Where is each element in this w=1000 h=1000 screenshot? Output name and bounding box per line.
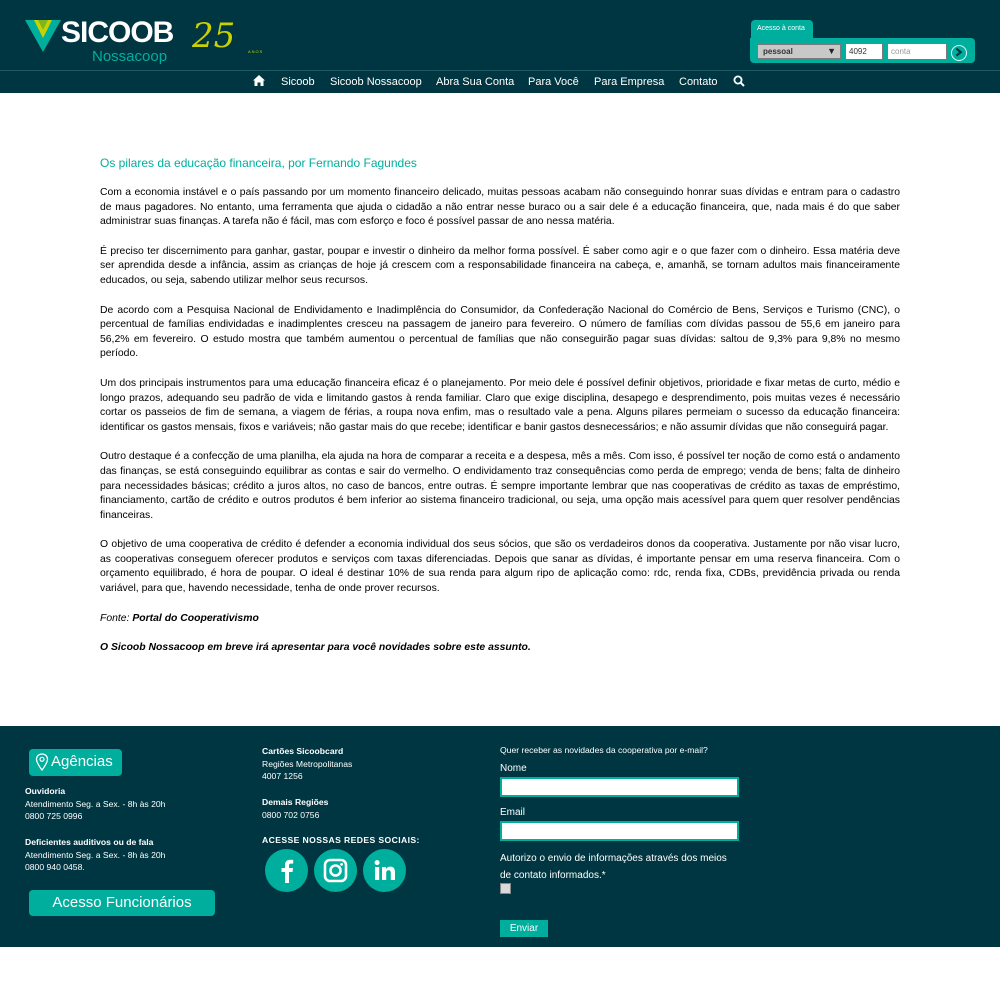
chevron-right-icon [952, 46, 966, 60]
newsletter-email-input[interactable] [500, 821, 739, 841]
site-footer [0, 726, 1000, 947]
demais-regioes-info [262, 796, 328, 821]
cartoes-info [262, 745, 352, 783]
deficientes-heading: Deficientes auditivos ou de fala [25, 837, 154, 847]
newsletter-email-label: Email [500, 807, 526, 818]
newsletter-name-label: Nome [500, 763, 527, 774]
article-note: O Sicoob Nossacoop em breve irá apresentar para você novidades sobre este assunto. [100, 642, 531, 654]
access-submit-button[interactable] [951, 45, 967, 61]
ouvidoria-phone: 0800 725 0996 [25, 811, 83, 822]
newsletter-submit-button[interactable]: Enviar [500, 920, 548, 937]
deficientes-info [25, 836, 165, 874]
anniversary-word: ANOS [248, 49, 264, 54]
newsletter-consent-text: Autorizo o envio de informações através dos meios de contato informados.* [500, 853, 727, 881]
article-paragraph: O objetivo de uma cooperativa de crédito é defender a economia individual dos seus sócios, que são os verdadeiros donos da cooperativa. Justamente por não visar lucro, as cooperativas conseguem oferecer produtos e serviços com taxas diferenciadas. Depois que sanar as dívidas, é importante pensar em uma reserva financeira. Com o orçamento equilibrado, é hora de poupar. O ideal é destinar 10% de sua renda para algum ripo de aplicação como: rdc, renda fixa, CDBs, previdência privada ou renda variável, para que, havendo necessidade, tenha de onde prover recursos. [100, 539, 900, 595]
newsletter-question: Quer receber as novidades da cooperativa por e-mail? [500, 745, 708, 755]
demais-phone: 0800 702 0756 [262, 809, 320, 820]
agency-input[interactable]: 4092 [845, 43, 883, 60]
cartoes-heading: Cartões Sicoobcard [262, 746, 344, 756]
dropdown-arrow-icon: ▼ [827, 46, 836, 56]
linkedin-link[interactable] [363, 849, 406, 892]
nav-para-empresa[interactable]: Para Empresa [594, 76, 665, 88]
facebook-link[interactable] [265, 849, 308, 892]
cartoes-region: Regiões Metropolitanas [262, 758, 353, 769]
anniversary-number: 25 [192, 16, 236, 56]
site-header [0, 0, 1000, 93]
logo-name: SICOOB [61, 16, 174, 49]
acesso-funcionarios-button[interactable]: Acesso Funcionários [29, 890, 215, 916]
article-paragraph: De acordo com a Pesquisa Nacional de Endividamento e Inadimplência do Consumidor, da Confederação Nacional do Comércio de Bens, Serviços e Turismo (CNC), o percentual de famílias endividadas e inadimplentes cresceu na passagem de janeiro para fevereiro. O número de famílias com dívidas passou de 55,6 em janeiro para 56,2% em fevereiro. O estudo mostra que também aumentou o percentual de famílias que não conseguirão pagar suas dívidas: saltou de 9,3% para 9,8% no mesmo período. [100, 304, 900, 360]
instagram-link[interactable] [314, 849, 357, 892]
instagram-icon [314, 849, 357, 892]
linkedin-icon [363, 849, 406, 892]
article-paragraph: Outro destaque é a confecção de uma planilha, ela ajuda na hora de comparar a receita e a despesa, mês a mês. Com isso, é possível ter noção de como está o andamento das finanças, se está conseguindo equilibrar as contas e sair do vermelho. O endividamento traz consequências como perda de emprego; venda de bens; falta de dinheiro para necessidades básicas; crédito a juros altos, no caso de bancos, entre outras. É sempre importante lembrar que nas cooperativas de crédito as taxas de empréstimo, financiamento, cartão de crédito e outros produtos é bem inferior ao sistema financeiro tradicional, ou seja, uma opção mais acessível para quem quer resolver pendências financeiras. [100, 451, 900, 521]
newsletter-consent-checkbox[interactable] [500, 883, 511, 894]
account-access-tab: Acesso à conta [751, 20, 813, 39]
article-paragraph: É preciso ter discernimento para ganhar, gastar, poupar e investir o dinheiro da melhor forma possível. É saber como agir e o que fazer com o dinheiro. Essa matéria deve ser aprendida desde a infância, assim as crianças de hoje já crescem com a responsabilidade financeira na cabeça, e, amanhã, se tornam adultos mais financeiramente educados, ou seja, sabendo utilizar melhor seus recursos. [100, 245, 900, 286]
article-paragraph: Com a economia instável e o país passando por um momento financeiro delicado, muitas pessoas acabam não conseguindo honrar suas dívidas e entram para o cadastro de maus pagadores. No entanto, uma ferramenta que ajuda o cidadão a não entrar nesse buraco ou a sair dele é a educação financeira, que, nada mais é do que saber administrar suas finanças. A tarefa não é fácil, mas com esforço e foco é possível passar de ano nessa matéria. [100, 187, 900, 228]
logo-subtitle: Nossacoop [92, 48, 168, 65]
nav-sicoob[interactable]: Sicoob [281, 76, 315, 88]
nav-abra-sua-conta[interactable]: Abra Sua Conta [436, 76, 515, 88]
source-prefix: Fonte: [100, 612, 133, 624]
article [100, 156, 900, 656]
deficientes-phone: 0800 940 0458. [25, 862, 85, 873]
ouvidoria-info [25, 785, 165, 823]
agencias-label: Agências [51, 753, 113, 770]
sicoob-logo[interactable] [25, 18, 175, 68]
main-nav [0, 71, 1000, 93]
nav-contato[interactable]: Contato [679, 76, 718, 88]
anniversary-badge [190, 18, 270, 58]
home-icon[interactable] [253, 75, 265, 86]
sicoob-logo-icon [25, 20, 61, 52]
search-icon[interactable] [733, 75, 745, 87]
source-name: Portal do Cooperativismo [132, 612, 259, 624]
account-type-select[interactable] [757, 44, 841, 59]
ouvidoria-hours: Atendimento Seg. a Sex. - 8h às 20h [25, 798, 166, 809]
nav-para-voce[interactable]: Para Você [528, 76, 579, 88]
ouvidoria-heading: Ouvidoria [25, 786, 66, 796]
cartoes-phone: 4007 1256 [262, 771, 303, 782]
map-pin-icon [35, 753, 49, 772]
social-title: ACESSE NOSSAS REDES SOCIAIS: [262, 835, 420, 845]
article-paragraph: Um dos principais instrumentos para uma educação financeira eficaz é o planejamento. Por meio dele é possível definir objetivos, prioridade e fixar metas de curto, médio e longo prazos, adequando seu padrão de vida e limitando gastos à renda familiar. Claro que exige disciplina, desapego e desprendimento, pois muitas vezes é necessário cortar os passeios de fim de semana, a viagem de férias, a roupa nova enfim, mas o resultado vale a pena. Alguns pilares permeiam o sucesso da educação financeira: identificar os gastos mensais, fixos e variáveis; não gastar mais do que recebe; identificar e banir gastos desnecessários; e não assumir dívidas que não conseguirá pagar. [100, 377, 900, 433]
article-source [100, 612, 900, 627]
facebook-icon [265, 849, 308, 892]
article-title: Os pilares da educação financeira, por Fernando Fagundes [100, 156, 417, 170]
nav-sicoob-nossacoop[interactable]: Sicoob Nossacoop [330, 76, 422, 88]
deficientes-hours: Atendimento Seg. a Sex. - 8h às 20h [25, 849, 166, 860]
account-input[interactable]: conta [887, 43, 947, 60]
demais-heading: Demais Regiões [262, 797, 329, 807]
account-type-value: pessoal [763, 47, 793, 56]
newsletter-name-input[interactable] [500, 777, 739, 797]
agencias-button[interactable] [29, 749, 122, 776]
